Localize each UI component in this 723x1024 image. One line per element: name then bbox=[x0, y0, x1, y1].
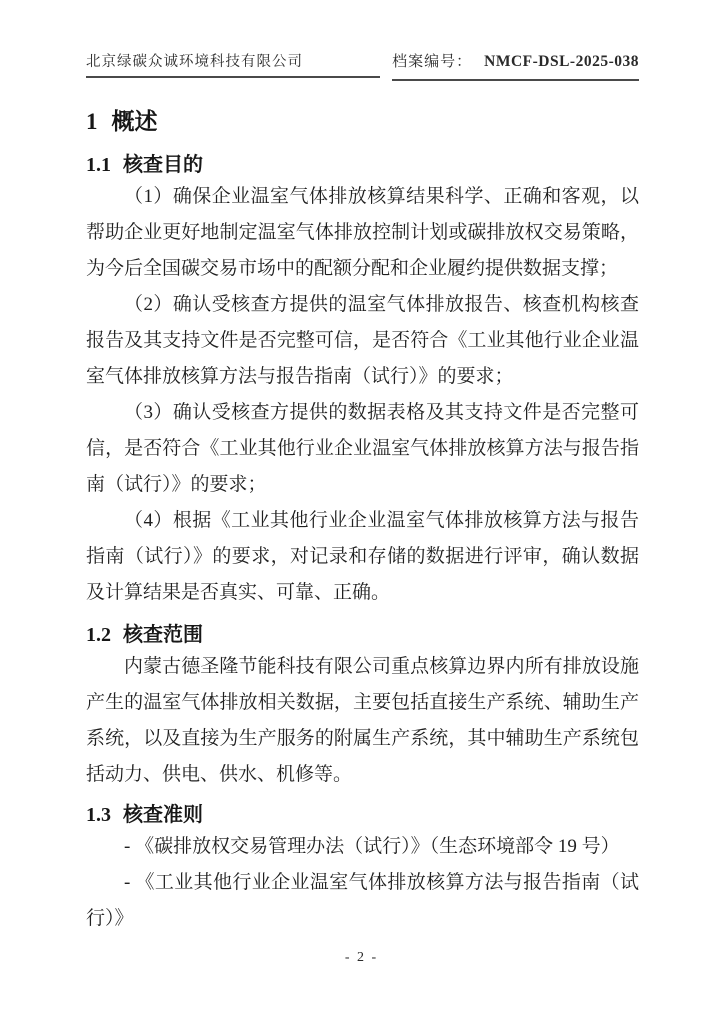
section-heading-1-3 bbox=[86, 801, 639, 829]
heading-title: 核查准则 bbox=[123, 804, 203, 826]
section-heading-1 bbox=[86, 107, 639, 137]
paragraph-purpose-2: （2）确认受核查方提供的温室气体排放报告、核查机构核查报告及其支持文件是否完整可信，是否符合《工业其他行业企业温室气体排放核算方法与报告指南（试行）》的要求； bbox=[86, 294, 639, 387]
section-heading-1-2 bbox=[86, 621, 639, 649]
heading-number: 1 bbox=[86, 109, 98, 134]
heading-number: 1.3 bbox=[86, 804, 111, 826]
paragraph-purpose-1: （1）确保企业温室气体排放核算结果科学、正确和客观，以帮助企业更好地制定温室气体排放控制计划或碳排放权交易策略，为今后全国碳交易市场中的配额分配和企业履约提供数据支撑； bbox=[86, 186, 639, 279]
reference-list-item: - 《工业其他行业企业温室气体排放核算方法与报告指南（试行）》 bbox=[86, 872, 639, 929]
reference-list-item: - 《碳排放权交易管理办法（试行）》（生态环境部令 19 号） bbox=[124, 836, 620, 857]
page-number: - 2 - bbox=[344, 950, 379, 965]
heading-number: 1.1 bbox=[86, 154, 111, 176]
file-number-value: NMCF-DSL-2025-038 bbox=[484, 53, 639, 70]
heading-title: 概述 bbox=[111, 109, 158, 134]
file-number-label: 档案编号： bbox=[392, 54, 473, 70]
page-header bbox=[86, 50, 639, 81]
paragraph-purpose-4: （4）根据《工业其他行业企业温室气体排放核算方法与报告指南（试行）》的要求，对记录和存储的数据进行评审，确认数据及计算结果是否真实、可靠、正确。 bbox=[86, 510, 639, 603]
heading-title: 核查目的 bbox=[123, 154, 203, 176]
paragraph-scope: 内蒙古德圣隆节能科技有限公司重点核算边界内所有排放设施产生的温室气体排放相关数据，主要包括直接生产系统、辅助生产系统，以及直接为生产服务的附属生产系统，其中辅助生产系统包括动力、供电、供水、机修等。 bbox=[86, 656, 639, 785]
paragraph-purpose-3: （3）确认受核查方提供的数据表格及其支持文件是否完整可信，是否符合《工业其他行业企业温室气体排放核算方法与报告指南（试行）》的要求； bbox=[86, 402, 639, 495]
heading-number: 1.2 bbox=[86, 624, 111, 646]
company-name: 北京绿碳众诚环境科技有限公司 bbox=[86, 50, 380, 78]
file-number bbox=[392, 50, 639, 81]
heading-title: 核查范围 bbox=[123, 624, 203, 646]
section-heading-1-1 bbox=[86, 151, 639, 179]
